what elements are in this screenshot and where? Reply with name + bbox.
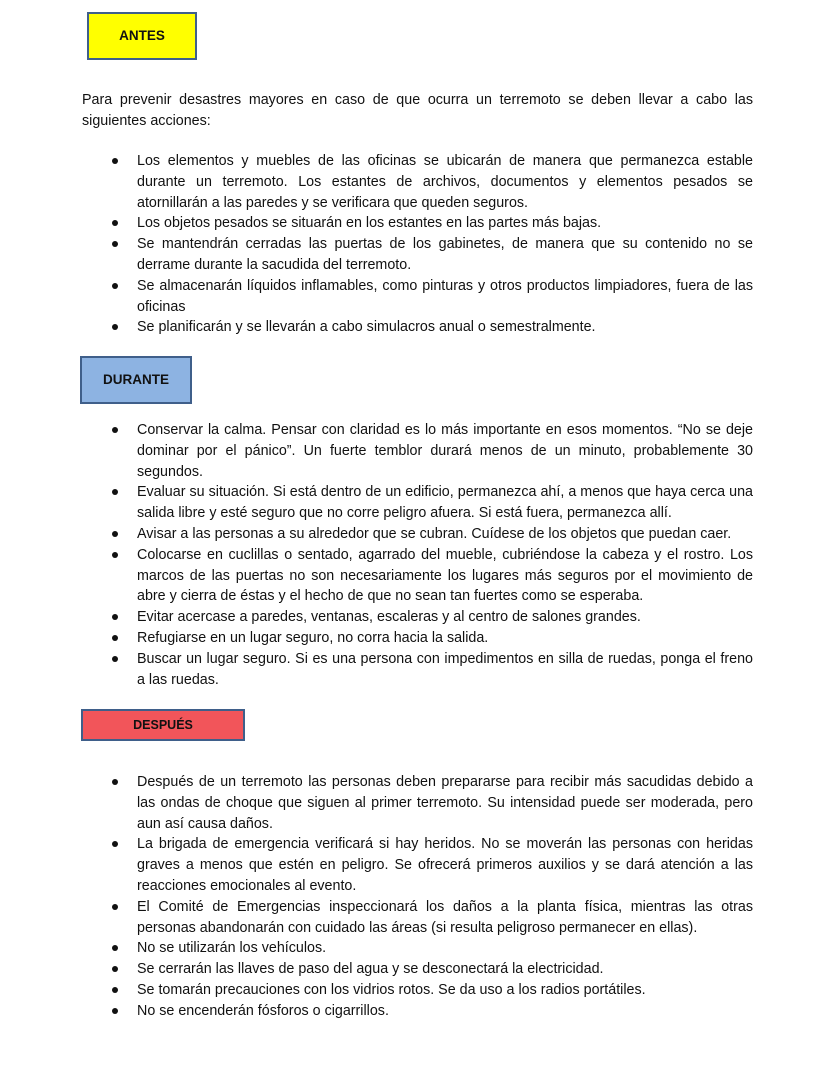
antes-heading (87, 12, 197, 60)
list-item: No se utilizarán los vehículos. (108, 938, 753, 959)
list-item: Se mantendrán cerradas las puertas de los gabinetes, de manera que su contenido no se derrame durante la sacudida del terremoto. (108, 234, 753, 276)
list-item: Se almacenarán líquidos inflamables, como pinturas y otros productos limpiadores, fuera de las oficinas (108, 276, 753, 318)
antes-intro: Para prevenir desastres mayores en caso de que ocurra un terremoto se deben llevar a cabo las siguientes acciones: (82, 92, 753, 129)
list-item: Se planificarán y se llevarán a cabo simulacros anual o semestralmente. (108, 317, 753, 338)
list-item: Buscar un lugar seguro. Si es una persona con impedimentos en silla de ruedas, ponga el freno a las ruedas. (108, 649, 753, 691)
list-item: Refugiarse en un lugar seguro, no corra hacia la salida. (108, 628, 753, 649)
despues-heading (81, 709, 245, 741)
list-item: Después de un terremoto las personas deben prepararse para recibir más sacudidas debido a las ondas de choque que siguen al primer terremoto. Su intensidad puede ser moderada, pero aun así causa daños. (108, 772, 753, 834)
list-item: Conservar la calma. Pensar con claridad es lo más importante en esos momentos. “No se deje dominar por el pánico”. Un fuerte temblor durará menos de un minuto, probablemente 30 segundos. (108, 420, 753, 482)
durante-heading-label: DURANTE (103, 371, 169, 387)
list-item: Evitar acercase a paredes, ventanas, escaleras y al centro de salones grandes. (108, 607, 753, 628)
list-item: Evaluar su situación. Si está dentro de un edificio, permanezca ahí, a menos que haya cerca una salida libre y esté seguro que no corre peligro afuera. Si está fuera, permanezca allí. (108, 482, 753, 524)
list-item: Avisar a las personas a su alrededor que se cubran. Cuídese de los objetos que puedan caer. (108, 524, 753, 545)
list-item: Colocarse en cuclillas o sentado, agarrado del mueble, cubriéndose la cabeza y el rostro. Los marcos de las puertas no son necesariamente los lugares más seguros por el movimiento de abre y cierra de éstas y el hecho de que no sean tan fuertes como se esperaba. (108, 545, 753, 607)
antes-heading-label: ANTES (119, 27, 165, 43)
list-item: Los elementos y muebles de las oficinas se ubicarán de manera que permanezca estable durante un terremoto. Los estantes de archivos, documentos y elementos pesados se atornillarán a las paredes y se verificara que queden seguros. (108, 151, 753, 213)
despues-heading-label: DESPUÉS (133, 717, 193, 732)
list-item: El Comité de Emergencias inspeccionará los daños a la planta física, mientras las otras personas abandonarán con cuidado las áreas (si resulta peligroso permanecer en ellas). (108, 897, 753, 939)
durante-list (108, 420, 753, 690)
list-item: No se encenderán fósforos o cigarrillos. (108, 1001, 753, 1022)
list-item: Se cerrarán las llaves de paso del agua y se desconectará la electricidad. (108, 959, 753, 980)
durante-heading (80, 356, 192, 404)
list-item: La brigada de emergencia verificará si hay heridos. No se moverán las personas con heridas graves a menos que estén en peligro. Se ofrecerá primeros auxilios y se dará atención a las reacciones emocionales al evento. (108, 834, 753, 896)
list-item: Se tomarán precauciones con los vidrios rotos. Se da uso a los radios portátiles. (108, 980, 753, 1001)
antes-list (108, 151, 753, 338)
list-item: Los objetos pesados se situarán en los estantes en las partes más bajas. (108, 213, 753, 234)
despues-list (108, 772, 753, 1022)
